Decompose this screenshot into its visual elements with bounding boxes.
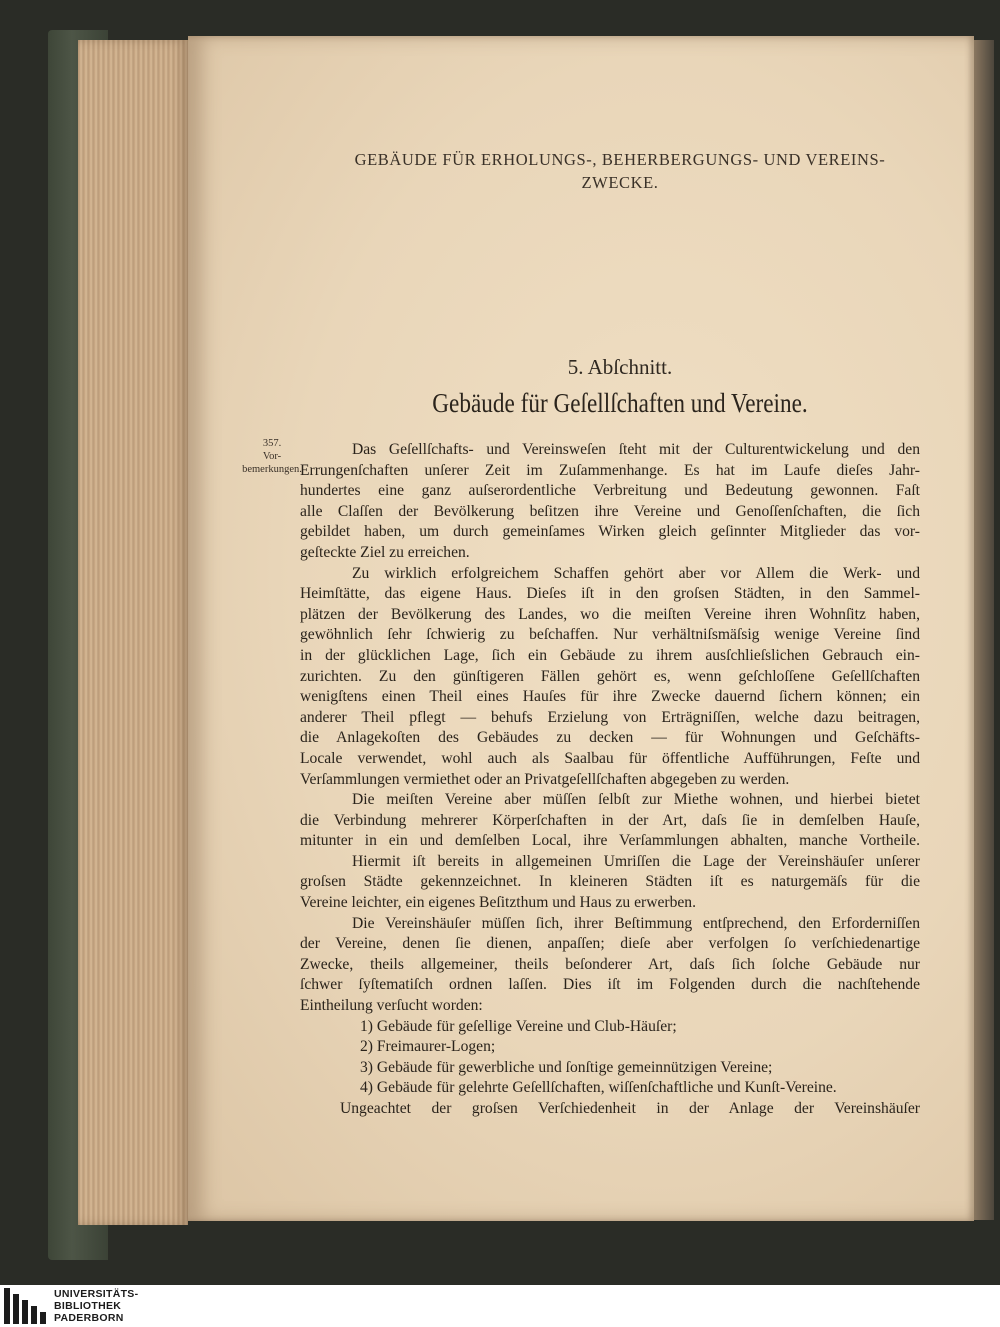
text-line: Vereine leichter, ein eigenes Beſitzthum und Haus zu erwerben.	[300, 894, 696, 912]
library-logo-icon	[4, 1288, 48, 1324]
text-line: hundertes eine ganz auſserordentliche Verbreitung und Bedeutung gewonnen. Faſt	[300, 482, 920, 500]
text-line: ſchwer ſyſtematiſch ordnen laſſen. Dies iſt im Folgenden durch die nachſtehende	[300, 976, 920, 994]
text-line: Errungenſchaften unſerer Zeit im Zuſammenhange. Es hat im Laufe dieſes Jahr-	[300, 461, 920, 479]
section-number: 5. Abſchnitt.	[567, 355, 673, 379]
text-line: Verſammlungen vermiethet oder an Privatgeſellſchaften abgegeben zu werden.	[300, 770, 790, 788]
library-logo-line-3: PADERBORN	[54, 1312, 124, 1324]
margin-note	[236, 437, 308, 476]
list-item: 4) Gebäude für gelehrte Geſellſchaften, wiſſenſchaftliche und Kunſt-Vereine.	[360, 1079, 837, 1097]
page-block-edge	[78, 40, 188, 1225]
text-line: wenigſtens einen Theil eines Hauſes für ihre Zwecke dauernd ſichern können; ein	[300, 688, 920, 706]
section-title: Gebäude für Geſellſchaften und Vereine.	[432, 388, 808, 418]
list-item: 3) Gebäude für gewerbliche und ſonſtige gemeinnützigen Vereine;	[360, 1058, 773, 1076]
library-logo-text	[54, 1288, 138, 1324]
text-line: mitunter in ein und demſelben Local, ihre Verſammlungen abhalten, manche Vortheile.	[300, 832, 920, 850]
text-line: alle Claſſen der Bevölkerung beſitzen ihre Vereine und Genoſſenſchaften, die ſich	[300, 502, 920, 520]
text-line: Zwecke, theils allgemeiner, theils beſonderer Art, daſs ſich ſolche Gebäude nur	[300, 955, 920, 973]
text-line: Hiermit iſt bereits in allgemeinen Umriſſen die Lage der Vereinshäuſer unſerer	[352, 852, 920, 870]
library-logo	[0, 1285, 1000, 1327]
text-line: geſteckte Ziel zu erreichen.	[300, 543, 470, 561]
running-head-line-1: GEBÄUDE FÜR ERHOLUNGS-, BEHERBERGUNGS- UND VEREINS-	[354, 150, 886, 169]
text-line: gewöhnlich ſehr ſchwierig zu beſchaffen. Nur verhältniſsmäſsig wenige Vereine ſind	[300, 626, 920, 644]
library-logo-line-1: UNIVERSITÄTS-	[54, 1288, 139, 1300]
margin-note-number: 357.	[262, 438, 282, 449]
text-line: Das Geſellſchafts- und Vereinsweſen ſteht mit der Culturentwickelung und den	[352, 441, 920, 458]
text-line: Locale verwendet, wohl auch als Saalbau für öffentliche Aufführungen, Feſte und	[300, 749, 920, 767]
library-logo-line-2: BIBLIOTHEK	[54, 1300, 122, 1312]
text-line: Zu wirklich erfolgreichem Schaffen gehört aber vor Allem die Werk- und	[352, 564, 920, 582]
text-line: die Verbindung mehrerer Körperſchaften in der Art, daſs ſie in demſelben Hauſe,	[300, 811, 920, 829]
running-head-line-2: ZWECKE.	[581, 173, 659, 192]
text-line: Eintheilung verſucht worden:	[300, 997, 483, 1015]
margin-note-label-1: Vor-	[262, 451, 282, 462]
text-line: der Vereine, denen ſie dienen, anpaſſen; dieſe aber verfolgen ſo verſchiedenartige	[300, 935, 920, 953]
margin-note-label-2: bemerkungen.	[242, 464, 302, 475]
running-head	[320, 148, 920, 194]
text-line: in der glücklichen Lage, ſich ein Gebäude zu ihrem ausſchlieſslichen Gebrauch ein-	[300, 646, 920, 664]
text-line: plätzen der Bevölkerung des Landes, wo die meiſten Vereine ihren Wohnſitz haben,	[300, 605, 920, 623]
gutter-shadow	[974, 40, 994, 1220]
text-line: Die Vereinshäuſer müſſen ſich, ihrer Beſtimmung entſprechend, den Erforderniſſen	[352, 914, 920, 932]
text-line: groſsen Städte gekennzeichnet. In kleineren Städten iſt es naturgemäſs für die	[300, 873, 920, 891]
list-item: 2) Freimaurer-Logen;	[360, 1038, 496, 1056]
text-line: anderer Theil pflegt — behufs Erzielung von Erträgniſſen, welche dazu beitragen,	[300, 708, 920, 726]
text-line: Heimſtätte, das eigene Haus. Dieſes iſt in den groſsen Städten, in den Sammel-	[300, 585, 920, 603]
text-line: Ungeachtet der groſsen Verſchiedenheit in der Anlage der Vereinshäuſer	[340, 1100, 920, 1117]
text-line: Die meiſten Vereine aber müſſen ſelbſt zur Miethe wohnen, und hierbei bietet	[352, 791, 920, 809]
text-line: die Anlagekoſten des Gebäudes zu decken — für Wohnungen und Geſchäfts-	[300, 729, 920, 747]
text-line: zurichten. Zu den günſtigeren Fällen gehört es, wenn geſchloſſene Geſellſchaften	[300, 667, 920, 685]
text-line: gebildet haben, um durch gemeinſames Wirken gleich geſinnter Mitglieder das vor-	[300, 523, 920, 541]
list-item: 1) Gebäude für geſellige Vereine und Club-Häuſer;	[360, 1017, 677, 1035]
body-text	[300, 440, 920, 1120]
